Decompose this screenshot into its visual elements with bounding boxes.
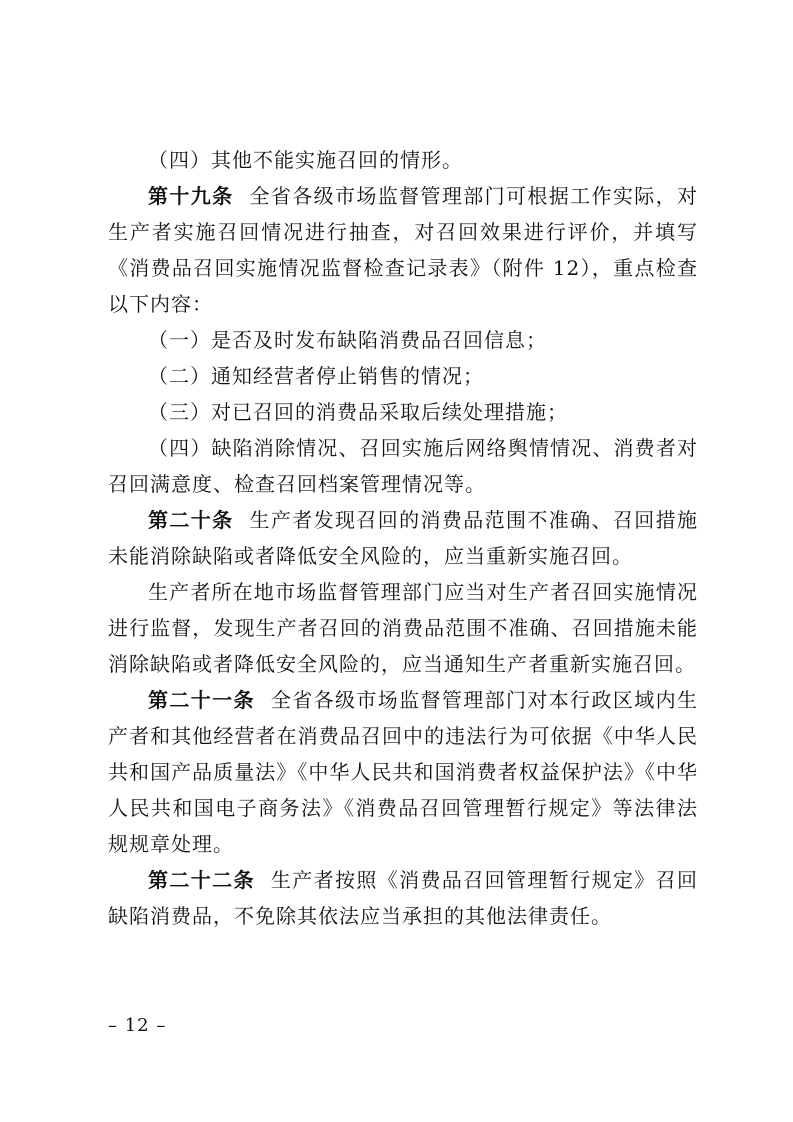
page-number: – 12 – — [108, 1015, 167, 1036]
article-label: 第十九条 — [148, 184, 234, 208]
paragraph-text: （四）其他不能实施召回的情形。 — [148, 148, 463, 172]
article-19 — [108, 178, 698, 322]
article-label: 第二十二条 — [148, 868, 255, 892]
paragraph-text: （二）通知经营者停止销售的情况； — [148, 364, 484, 388]
paragraph-text: 全省各级市场监督管理部门可根据工作实际，对生产者实施召回情况进行抽查，对召回效果进行评价，并填写《消费品召回实施情况监督检查记录表》（附件 12），重点检查以下内容： — [108, 184, 698, 316]
article-20-paragraph-2 — [108, 574, 698, 682]
paragraph-text: 全省各级市场监督管理部门对本行政区域内生产者和其他经营者在消费品召回中的违法行为可依据《中华人民共和国产品质量法》《中华人民共和国消费者权益保护法》《中华人民共和国电子商务法》《消费品召回管理暂行规定》等法律法规规章处理。 — [108, 688, 698, 856]
paragraph-item-4 — [108, 142, 698, 178]
paragraph-item-3 — [108, 394, 698, 430]
paragraph-text: （三）对已召回的消费品采取后续处理措施； — [148, 400, 568, 424]
article-21 — [108, 682, 698, 862]
paragraph-item-2 — [108, 358, 698, 394]
paragraph-text: 生产者发现召回的消费品范围不准确、召回措施未能消除缺陷或者降低安全风险的，应当重新实施召回。 — [108, 508, 698, 568]
article-20 — [108, 502, 698, 574]
paragraph-item-4b — [108, 430, 698, 502]
paragraph-text: 生产者所在地市场监督管理部门应当对生产者召回实施情况进行监督，发现生产者召回的消费品范围不准确、召回措施未能消除缺陷或者降低安全风险的，应当通知生产者重新实施召回。 — [108, 580, 698, 676]
paragraph-text: （四）缺陷消除情况、召回实施后网络舆情情况、消费者对召回满意度、检查召回档案管理情况等。 — [108, 436, 698, 496]
paragraph-text: （一）是否及时发布缺陷消费品召回信息； — [148, 328, 547, 352]
article-label: 第二十一条 — [148, 688, 255, 712]
paragraph-item-1 — [108, 322, 698, 358]
article-22 — [108, 862, 698, 934]
document-body — [108, 142, 698, 934]
article-label: 第二十条 — [148, 508, 234, 532]
paragraph-text: 生产者按照《消费品召回管理暂行规定》召回缺陷消费品，不免除其依法应当承担的其他法律责任。 — [108, 868, 698, 928]
